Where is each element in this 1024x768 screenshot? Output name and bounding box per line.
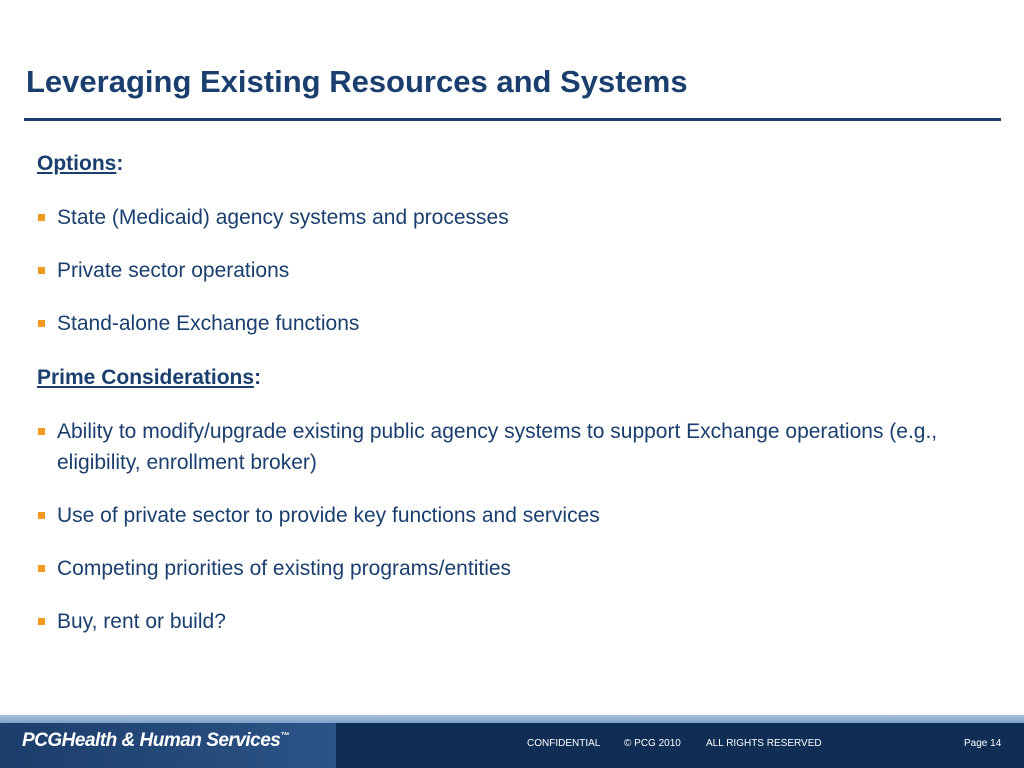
list-item bbox=[37, 255, 997, 286]
trademark-mark: ™ bbox=[280, 730, 289, 741]
list-item-text: Ability to modify/upgrade existing public agency systems to support Exchange operations (e.g., eligibility, enrollment broker) bbox=[57, 420, 938, 474]
slide-title: Leveraging Existing Resources and Systems bbox=[26, 64, 688, 99]
section-heading-colon: : bbox=[116, 152, 124, 175]
square-bullet-icon bbox=[38, 565, 45, 572]
list-item-text: State (Medicaid) agency systems and processes bbox=[57, 206, 509, 229]
section-heading-label: Options bbox=[37, 152, 117, 175]
section-heading-colon: : bbox=[254, 366, 262, 389]
list-item bbox=[37, 606, 997, 637]
options-list bbox=[37, 202, 997, 339]
footer-confidential: CONFIDENTIAL bbox=[527, 738, 601, 749]
page-number: Page 14 bbox=[964, 738, 1002, 749]
footer-copyright: © PCG 2010 bbox=[624, 738, 681, 749]
section-heading-prime-considerations bbox=[37, 362, 997, 394]
title-divider bbox=[24, 118, 1001, 121]
list-item-text: Stand-alone Exchange functions bbox=[57, 312, 360, 335]
footer-stripe bbox=[0, 715, 1024, 723]
section-heading-label: Prime Considerations bbox=[37, 366, 255, 389]
slide-body bbox=[37, 148, 997, 637]
pcg-logo-text: PCGHealth & Human Services bbox=[22, 730, 281, 751]
footer-rights: ALL RIGHTS RESERVED bbox=[706, 738, 822, 749]
list-item bbox=[37, 308, 997, 339]
list-item bbox=[37, 416, 997, 478]
list-item bbox=[37, 553, 997, 584]
section-heading-options bbox=[37, 148, 997, 180]
pcg-logo bbox=[22, 730, 289, 752]
list-item-text: Buy, rent or build? bbox=[57, 610, 226, 633]
square-bullet-icon bbox=[38, 267, 45, 274]
list-item-text: Competing priorities of existing programs/entities bbox=[57, 557, 512, 580]
square-bullet-icon bbox=[38, 320, 45, 327]
list-item bbox=[37, 500, 997, 531]
square-bullet-icon bbox=[38, 214, 45, 221]
list-item-text: Private sector operations bbox=[57, 259, 290, 282]
considerations-list bbox=[37, 416, 997, 637]
list-item-text: Use of private sector to provide key functions and services bbox=[57, 504, 600, 527]
square-bullet-icon bbox=[38, 428, 45, 435]
square-bullet-icon bbox=[38, 512, 45, 519]
square-bullet-icon bbox=[38, 618, 45, 625]
list-item bbox=[37, 202, 997, 233]
